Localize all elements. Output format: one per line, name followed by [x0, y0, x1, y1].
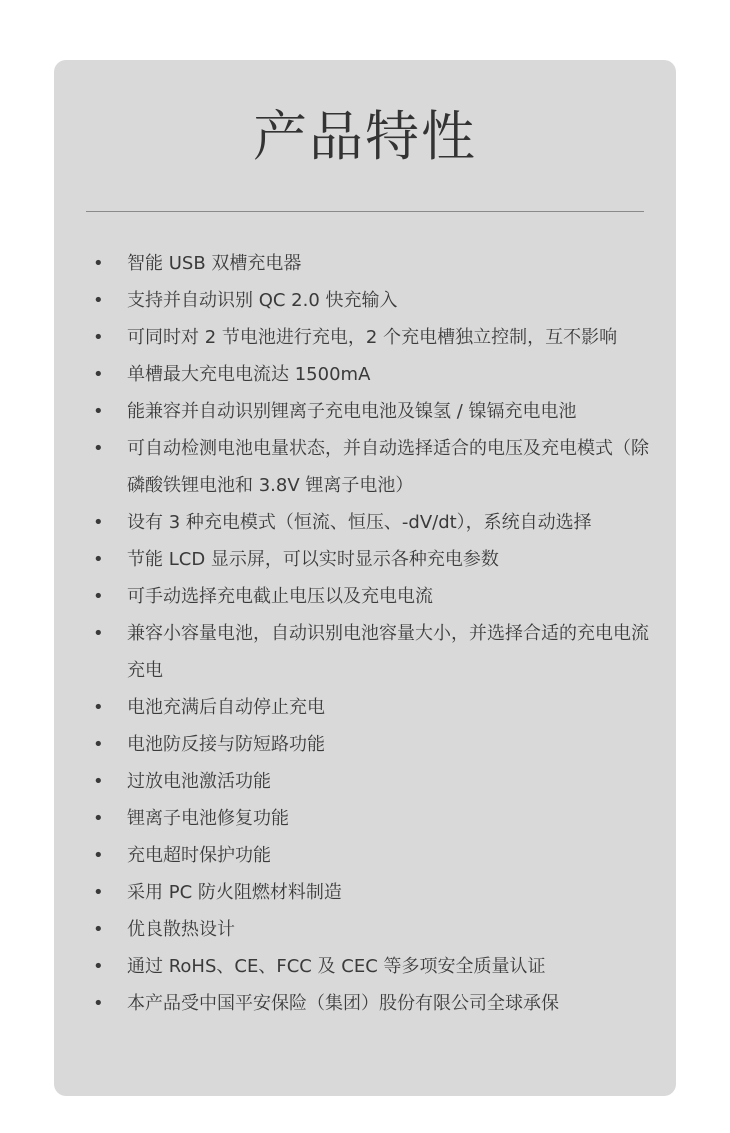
bullet-icon: • — [93, 882, 104, 903]
bullet-icon: • — [93, 364, 104, 385]
feature-item — [0, 985, 730, 1022]
page-title: 产品特性 — [253, 105, 477, 168]
bullet-icon: • — [93, 586, 104, 607]
feature-item — [0, 726, 730, 763]
feature-text: 能兼容并自动识别锂离子充电电池及镍氢 / 镍镉充电电池 — [127, 401, 577, 422]
feature-item — [0, 689, 730, 726]
bullet-icon: • — [93, 549, 104, 570]
feature-text: 设有 3 种充电模式（恒流、恒压、-dV/dt），系统自动选择 — [127, 512, 592, 533]
title-divider — [86, 211, 644, 212]
feature-item — [0, 763, 730, 800]
feature-item — [0, 911, 730, 948]
feature-text: 本产品受中国平安保险（集团）股份有限公司全球承保 — [127, 993, 559, 1014]
feature-list — [0, 245, 730, 1022]
bullet-icon: • — [93, 697, 104, 718]
feature-item — [0, 837, 730, 874]
feature-text: 支持并自动识别 QC 2.0 快充输入 — [127, 290, 398, 311]
feature-text: 锂离子电池修复功能 — [127, 808, 289, 829]
feature-item — [0, 282, 730, 319]
bullet-icon: • — [93, 512, 104, 533]
bullet-icon: • — [93, 253, 104, 274]
feature-item — [0, 874, 730, 911]
feature-text: 电池防反接与防短路功能 — [127, 734, 325, 755]
feature-item — [0, 245, 730, 282]
feature-text: 采用 PC 防火阻燃材料制造 — [127, 882, 342, 903]
feature-item — [0, 948, 730, 985]
feature-item — [0, 430, 730, 504]
feature-text: 可同时对 2 节电池进行充电，2 个充电槽独立控制，互不影响 — [127, 327, 618, 348]
bullet-icon: • — [93, 734, 104, 755]
feature-item — [0, 393, 730, 430]
feature-item — [0, 800, 730, 837]
bullet-icon: • — [93, 401, 104, 422]
feature-item — [0, 578, 730, 615]
bullet-icon: • — [93, 956, 104, 977]
feature-item — [0, 541, 730, 578]
bullet-icon: • — [93, 771, 104, 792]
feature-text: 过放电池激活功能 — [127, 771, 271, 792]
feature-text: 单槽最大充电电流达 1500mA — [127, 364, 371, 385]
feature-item — [0, 504, 730, 541]
feature-text: 电池充满后自动停止充电 — [127, 697, 325, 718]
feature-item — [0, 356, 730, 393]
feature-text: 通过 RoHS、CE、FCC 及 CEC 等多项安全质量认证 — [127, 956, 546, 977]
feature-text: 智能 USB 双槽充电器 — [127, 253, 302, 274]
feature-item — [0, 615, 730, 689]
bullet-icon: • — [93, 438, 104, 459]
bullet-icon: • — [93, 327, 104, 348]
feature-text: 节能 LCD 显示屏，可以实时显示各种充电参数 — [127, 549, 499, 570]
bullet-icon: • — [93, 919, 104, 940]
bullet-icon: • — [93, 993, 104, 1014]
feature-text: 可手动选择充电截止电压以及充电电流 — [127, 586, 433, 607]
bullet-icon: • — [93, 845, 104, 866]
feature-text: 优良散热设计 — [127, 919, 235, 940]
bullet-icon: • — [93, 808, 104, 829]
feature-text: 充电超时保护功能 — [127, 845, 271, 866]
feature-item — [0, 319, 730, 356]
bullet-icon: • — [93, 623, 104, 644]
feature-text: 兼容小容量电池，自动识别电池容量大小，并选择合适的充电电流充电 — [127, 623, 649, 681]
feature-text: 可自动检测电池电量状态，并自动选择适合的电压及充电模式（除磷酸铁锂电池和 3.8V 锂离子电池） — [127, 438, 649, 496]
bullet-icon: • — [93, 290, 104, 311]
